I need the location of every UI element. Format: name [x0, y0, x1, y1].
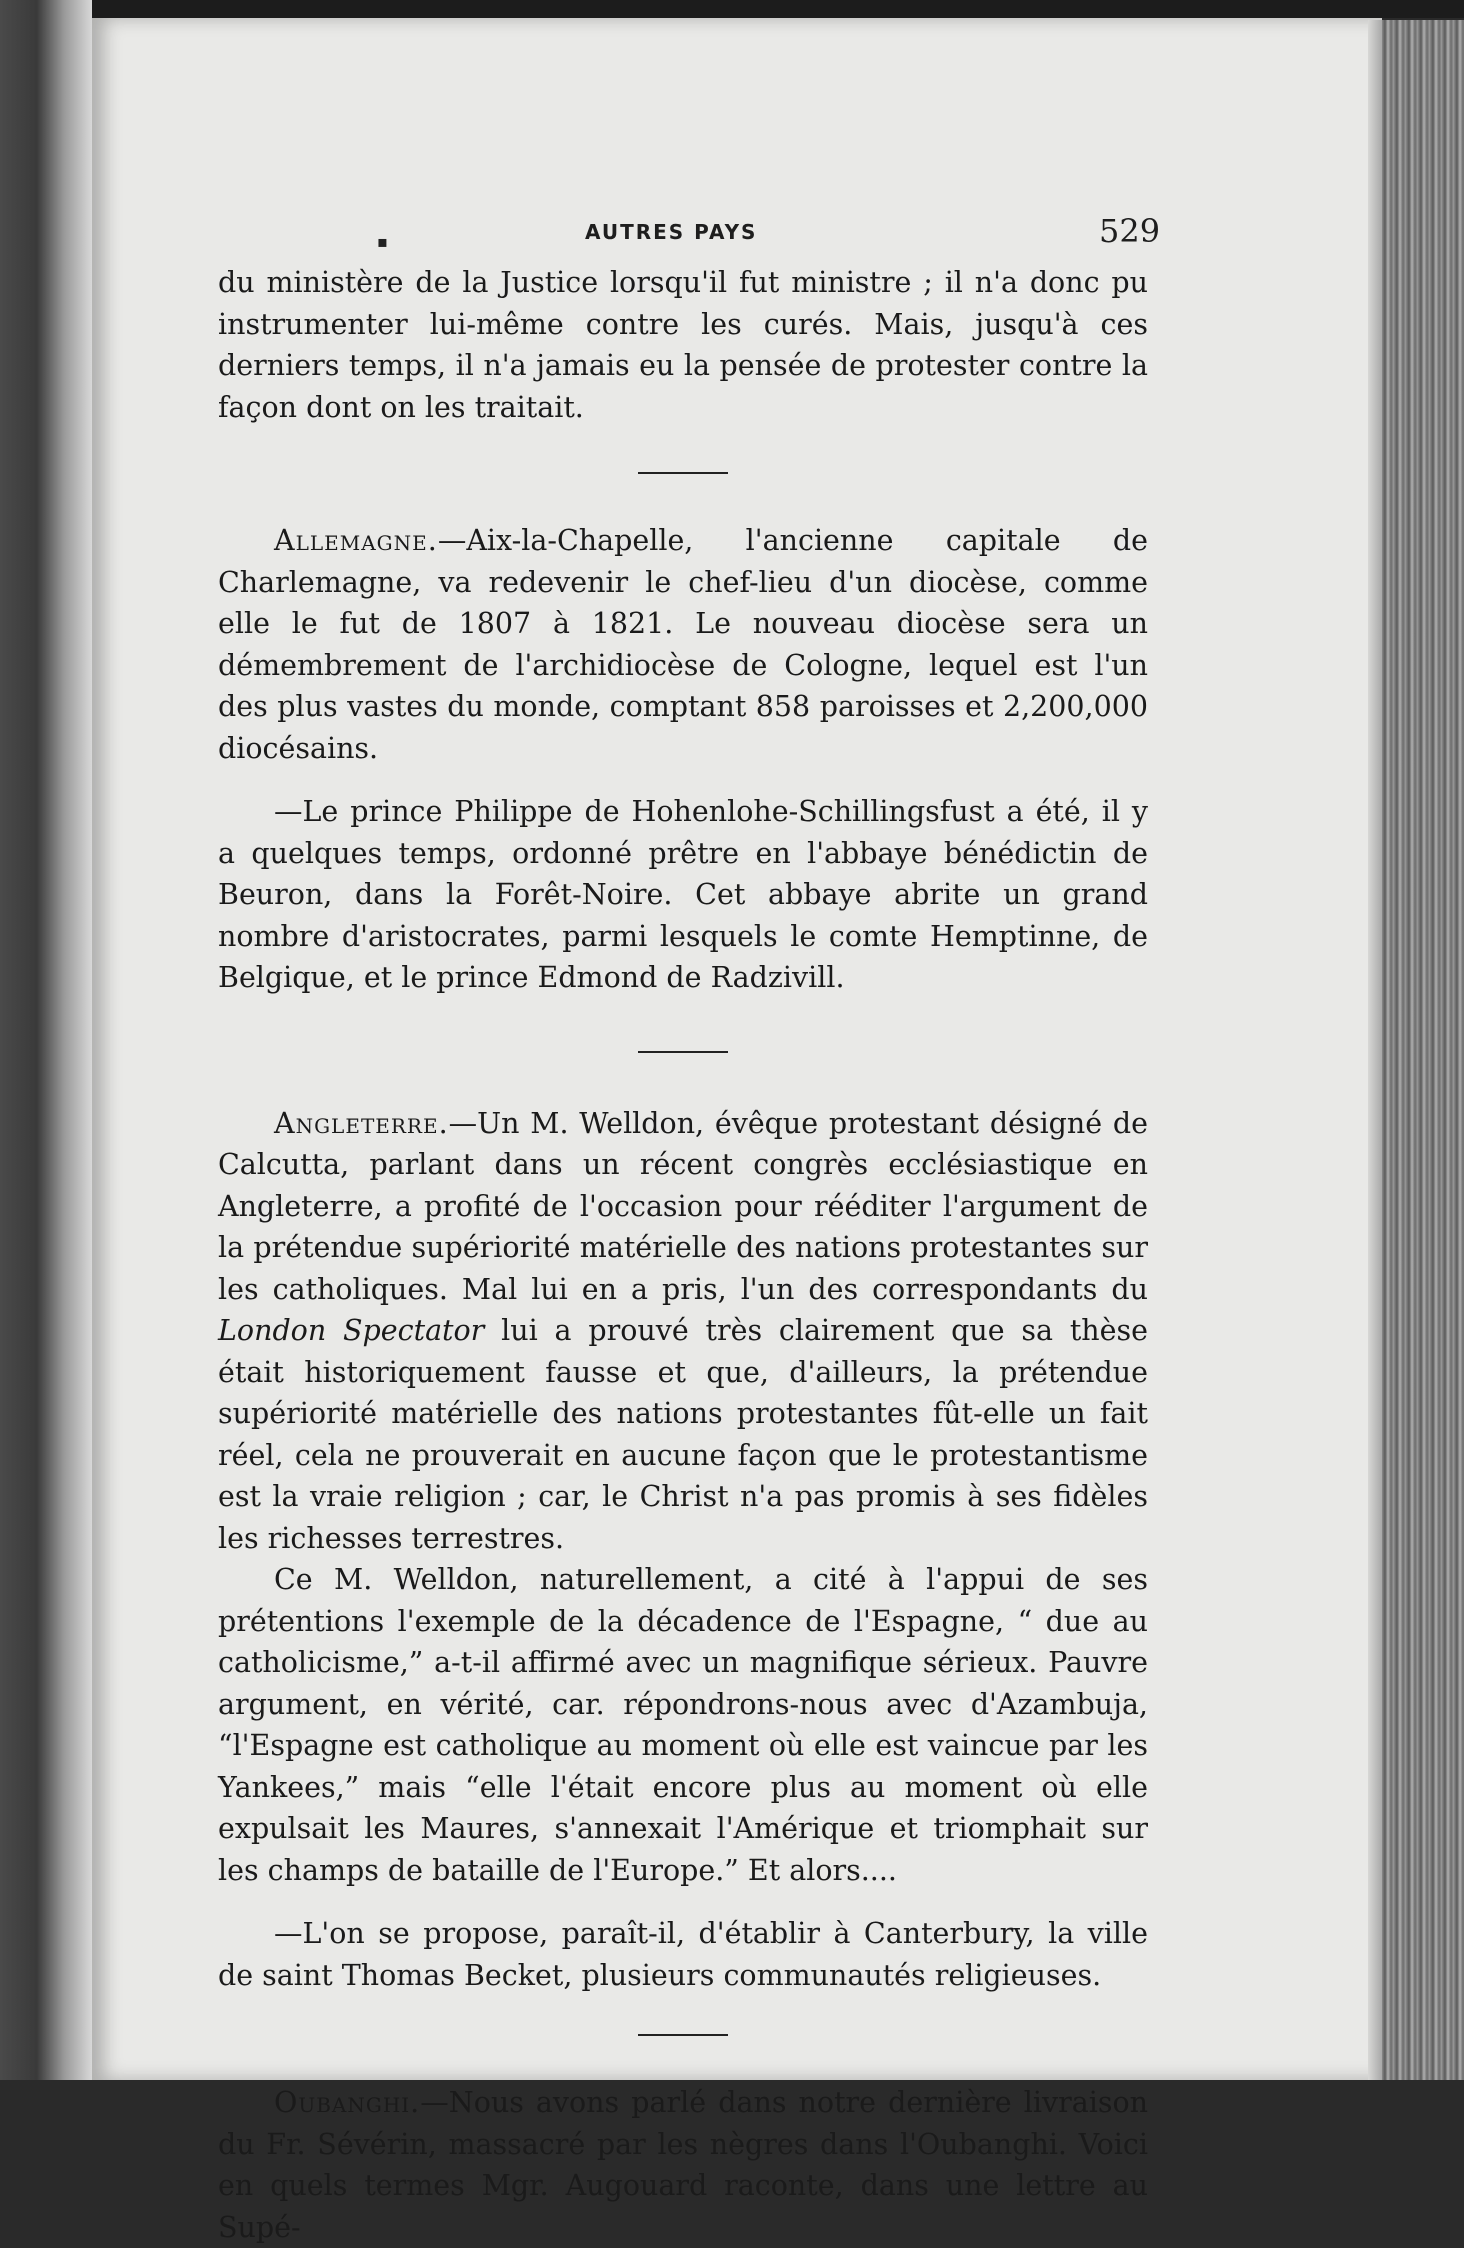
body-text — [218, 262, 1148, 2248]
running-title: AUTRES PAYS — [585, 220, 758, 244]
section-heading-angleterre: Angleterre. — [274, 1106, 449, 1140]
paragraph-oubanghi-text: —Nous avons parlé dans notre dernière livraison du Fr. Sévérin, massacré par les nègres dans l'Oubanghi. Voici en quels termes Mgr. Augouard raconte, dans une lettre au Supé- — [218, 2086, 1148, 2244]
section-divider — [638, 2034, 728, 2036]
scan-border-left — [0, 0, 92, 2080]
paragraph-angleterre — [218, 1103, 1148, 1560]
paragraph-angleterre-text-b: lui a prouvé très clairement que sa thèse était historiquement fausse et que, d'ailleurs, la prétendue supériorité matérielle des nations protestantes fût-elle un fait réel, cela ne prouverait en aucune façon que le protestantisme est la vraie religion ; car, le Christ n'a pas promis à ses fidèles les richesses terrestres. — [218, 1314, 1148, 1555]
paragraph-1: du ministère de la Justice lorsqu'il fut ministre ; il n'a donc pu instrumenter lui-même contre les curés. Mais, jusqu'à ces derniers temps, il n'a jamais eu la pensée de protester contre la façon dont on les traitait. — [218, 266, 1148, 424]
section-heading-oubanghi: Oubanghi. — [274, 2086, 421, 2119]
section-heading-allemagne: Allemagne. — [274, 524, 438, 557]
page-number: 529 — [1099, 212, 1161, 250]
paragraph-welldon: Ce M. Welldon, naturellement, a cité à l'appui de ses prétentions l'exemple de la décadence de l'Espagne, “ due au catholicisme,” a-t-il affirmé avec un magnifique sérieux. Pauvre argument, en vérité, car. répondrons-nous avec d'Azambuja, “l'Espagne est catholique au moment où elle est vaincue par les Yankees,” mais “elle l'était encore plus au moment où elle expulsait les Maures, s'annexait l'Amérique et triomphait sur les champs de bataille de l'Europe.” Et alors.... — [218, 1563, 1148, 1887]
section-divider — [638, 1051, 728, 1053]
paragraph-allemagne — [218, 520, 1148, 769]
paragraph-angleterre-italic: London Spectator — [218, 1314, 485, 1347]
paragraph-angleterre-text-a: —Un M. Welldon, évêque protestant désigné de Calcutta, parlant dans un récent congrès ecclésiastique en Angleterre, a profité de l'occasion pour rééditer l'argument de la prétendue supériorité matérielle des nations protestantes sur les catholiques. Mal lui en a pris, l'un des correspondants du — [218, 1106, 1148, 1306]
paragraph-hohenlohe: —Le prince Philippe de Hohenlohe-Schillingsfust a été, il y a quelques temps, ordonné prêtre en l'abbaye bénédictin de Beuron, dans la Forêt-Noire. Cet abbaye abrite un grand nombre d'aristocrates, parmi lesquels le comte Hemptinne, de Belgique, et le prince Edmond de Radzivill. — [218, 795, 1148, 994]
scan-border-top — [0, 0, 1464, 18]
paragraph-allemagne-text: —Aix-la-Chapelle, l'ancienne capitale de Charlemagne, va redevenir le chef-lieu d'un diocèse, comme elle le fut de 1807 à 1821. Le nouveau diocèse sera un démembrement de l'archidiocèse de Cologne, lequel est l'un des plus vastes du monde, comptant 858 paroisses et 2,200,000 diocésains. — [218, 524, 1148, 765]
page-edges — [1382, 20, 1464, 2080]
paragraph-oubanghi — [218, 2082, 1148, 2248]
paragraph-canterbury: —L'on se propose, paraît-il, d'établir à Canterbury, la ville de saint Thomas Becket, plusieurs communautés religieuses. — [218, 1917, 1148, 1992]
section-divider — [638, 472, 728, 474]
header-mark: ▪ — [377, 232, 388, 251]
